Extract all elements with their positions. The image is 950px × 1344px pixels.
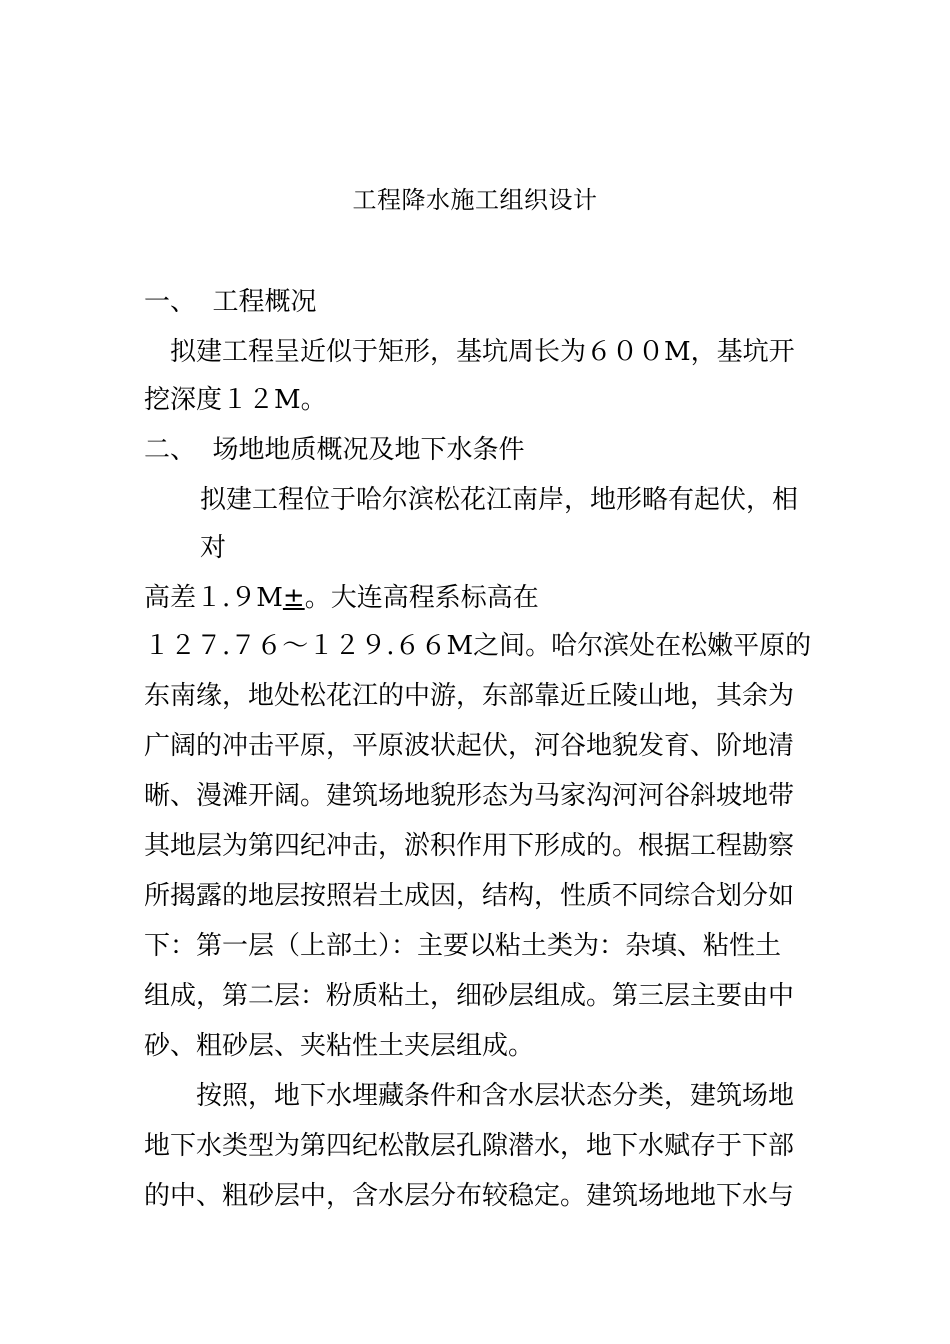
paragraph-line: 挖深度１２M。: [144, 385, 327, 415]
paragraph-line: 广阔的冲击平原，平原波状起伏，河谷地貌发育、阶地清: [144, 731, 795, 761]
section1-title: 工程概况: [212, 287, 317, 317]
plus-minus-symbol: ±: [282, 583, 305, 613]
section2-heading: [144, 432, 525, 468]
paragraph-line: 砂、粗砂层、夹粘性土夹层组成。: [144, 1031, 535, 1061]
paragraph-line: 其地层为第四纪冲击，淤积作用下形成的。根据工程勘察: [144, 831, 795, 861]
paragraph-line: 下：第一层（上部土）：主要以粘土类为：杂填、粘性土: [144, 931, 782, 961]
paragraph-line: 拟建工程呈近似于矩形，基坑周长为６００M，基坑开: [170, 337, 795, 367]
paragraph-line: 组成，第二层：粉质粘土，细砂层组成。第三层主要由中: [144, 981, 795, 1011]
paragraph-text: 高差１.９M: [144, 583, 283, 613]
paragraph-line: 拟建工程位于哈尔滨松花江南岸，地形略有起伏，相: [200, 485, 799, 515]
paragraph-line: 晰、漫滩开阔。建筑场地貌形态为马家沟河河谷斜坡地带: [144, 781, 795, 811]
paragraph-text: 。大连高程系标高在: [304, 583, 539, 613]
section2-number: 二、: [144, 435, 197, 465]
paragraph-line: 东南缘，地处松花江的中游，东部靠近丘陵山地，其余为: [144, 681, 795, 711]
section1-heading: [144, 284, 317, 320]
paragraph-line: [144, 580, 539, 616]
document-title: 工程降水施工组织设计: [352, 186, 598, 214]
paragraph-line: 对: [200, 533, 227, 563]
paragraph-line: １２７.７６～１２９.６６M之间。哈尔滨处在松嫩平原的: [144, 631, 812, 661]
paragraph-line: 地下水类型为第四纪松散层孔隙潜水，地下水赋存于下部: [144, 1131, 795, 1161]
paragraph-line: 的中、粗砂层中，含水层分布较稳定。建筑场地地下水与: [144, 1181, 795, 1211]
section2-title: 场地地质概况及地下水条件: [212, 435, 525, 465]
paragraph-line: 所揭露的地层按照岩土成因，结构，性质不同综合划分如: [144, 881, 795, 911]
section1-number: 一、: [144, 287, 197, 317]
paragraph-line: 按照，地下水埋藏条件和含水层状态分类，建筑场地: [196, 1081, 795, 1111]
